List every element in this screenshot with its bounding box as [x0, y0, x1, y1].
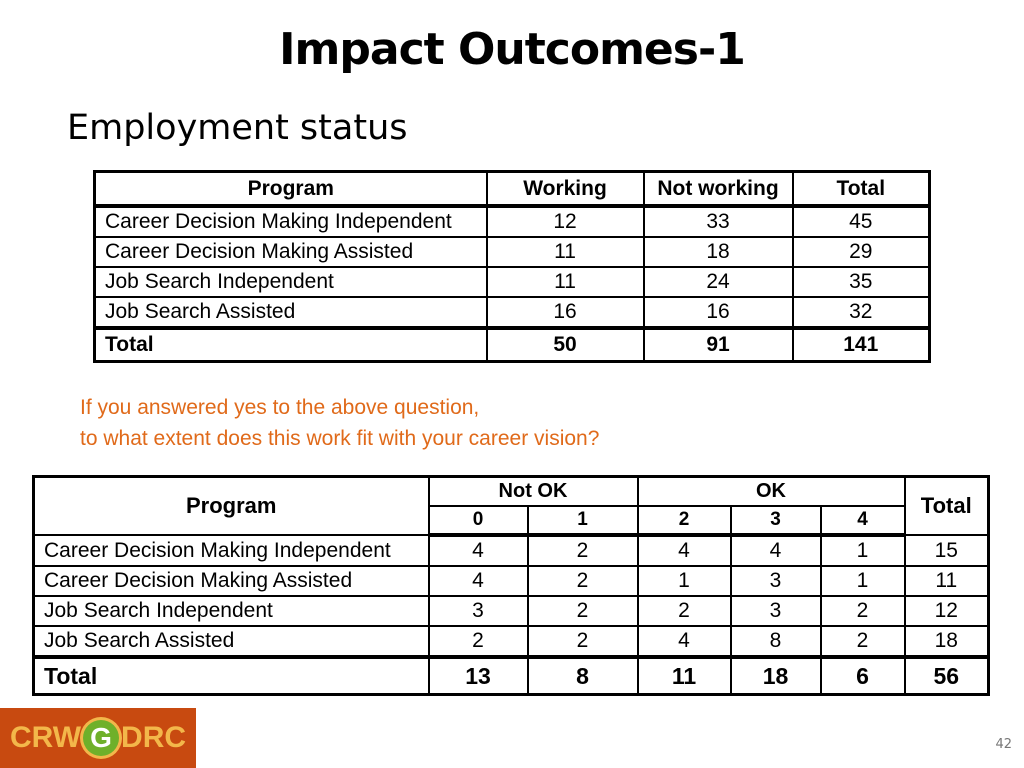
question-line-1: If you answered yes to the above question, [80, 396, 480, 419]
row-score-0: 3 [429, 596, 528, 626]
row-score-1: 2 [528, 626, 638, 657]
row-score-3: 8 [731, 626, 821, 657]
survey-question [80, 392, 599, 454]
row-score-3: 3 [731, 596, 821, 626]
header-not-working: Not working [644, 172, 793, 207]
table-group-header-row [34, 477, 989, 507]
header-not-ok: Not OK [429, 477, 638, 507]
row-score-4: 1 [821, 566, 905, 596]
total-total: 141 [793, 328, 930, 362]
row-not-working: 18 [644, 237, 793, 267]
total-score-3: 18 [731, 657, 821, 695]
header-score-2: 2 [638, 506, 731, 535]
row-not-working: 33 [644, 206, 793, 237]
row-total: 45 [793, 206, 930, 237]
crwgdrc-logo [0, 708, 196, 768]
header-ok: OK [638, 477, 905, 507]
total-working: 50 [487, 328, 644, 362]
header-program: Program [34, 477, 429, 536]
header-working: Working [487, 172, 644, 207]
header-score-1: 1 [528, 506, 638, 535]
row-score-4: 2 [821, 626, 905, 657]
table-total-row [34, 657, 989, 695]
total-score-1: 8 [528, 657, 638, 695]
row-score-4: 2 [821, 596, 905, 626]
table-row [95, 297, 930, 328]
row-total: 12 [905, 596, 989, 626]
row-score-2: 4 [638, 626, 731, 657]
career-fit-table [32, 475, 990, 696]
row-score-4: 1 [821, 535, 905, 566]
row-program: Job Search Independent [34, 596, 429, 626]
row-score-0: 2 [429, 626, 528, 657]
logo-text-left: CRW [9, 721, 82, 754]
row-score-3: 4 [731, 535, 821, 566]
row-total: 11 [905, 566, 989, 596]
total-total: 56 [905, 657, 989, 695]
row-not-working: 16 [644, 297, 793, 328]
question-line-2: to what extent does this work fit with your career vision? [80, 427, 600, 450]
slide-title: Impact Outcomes-1 [279, 24, 745, 75]
row-working: 16 [487, 297, 644, 328]
page-number: 42 [995, 737, 1012, 752]
row-program: Job Search Assisted [95, 297, 487, 328]
row-total: 18 [905, 626, 989, 657]
header-program: Program [95, 172, 487, 207]
table-row [34, 596, 989, 626]
table-row [95, 206, 930, 237]
header-total: Total [905, 477, 989, 536]
row-total: 32 [793, 297, 930, 328]
row-program: Career Decision Making Assisted [34, 566, 429, 596]
logo-text-right: DRC [121, 721, 187, 754]
header-score-3: 3 [731, 506, 821, 535]
table-total-row [95, 328, 930, 362]
row-program: Career Decision Making Independent [34, 535, 429, 566]
row-score-3: 3 [731, 566, 821, 596]
row-program: Job Search Independent [95, 267, 487, 297]
employment-status-table [93, 170, 931, 363]
table-row [34, 626, 989, 657]
total-label: Total [34, 657, 429, 695]
total-score-4: 6 [821, 657, 905, 695]
row-not-working: 24 [644, 267, 793, 297]
row-score-1: 2 [528, 596, 638, 626]
row-working: 11 [487, 267, 644, 297]
row-program: Career Decision Making Independent [95, 206, 487, 237]
header-score-4: 4 [821, 506, 905, 535]
slide-subtitle: Employment status [67, 108, 408, 148]
header-score-0: 0 [429, 506, 528, 535]
row-program: Career Decision Making Assisted [95, 237, 487, 267]
row-working: 11 [487, 237, 644, 267]
table-row [95, 267, 930, 297]
row-score-0: 4 [429, 535, 528, 566]
row-total: 15 [905, 535, 989, 566]
table-row [34, 535, 989, 566]
table-header-row [95, 172, 930, 207]
total-label: Total [95, 328, 487, 362]
row-total: 35 [793, 267, 930, 297]
header-total: Total [793, 172, 930, 207]
row-score-1: 2 [528, 566, 638, 596]
row-score-2: 2 [638, 596, 731, 626]
row-score-2: 4 [638, 535, 731, 566]
total-score-2: 11 [638, 657, 731, 695]
row-working: 12 [487, 206, 644, 237]
row-score-0: 4 [429, 566, 528, 596]
logo-g-circle-icon: G [83, 720, 119, 756]
total-not-working: 91 [644, 328, 793, 362]
table-row [34, 566, 989, 596]
row-program: Job Search Assisted [34, 626, 429, 657]
row-score-2: 1 [638, 566, 731, 596]
row-total: 29 [793, 237, 930, 267]
total-score-0: 13 [429, 657, 528, 695]
row-score-1: 2 [528, 535, 638, 566]
table-row [95, 237, 930, 267]
